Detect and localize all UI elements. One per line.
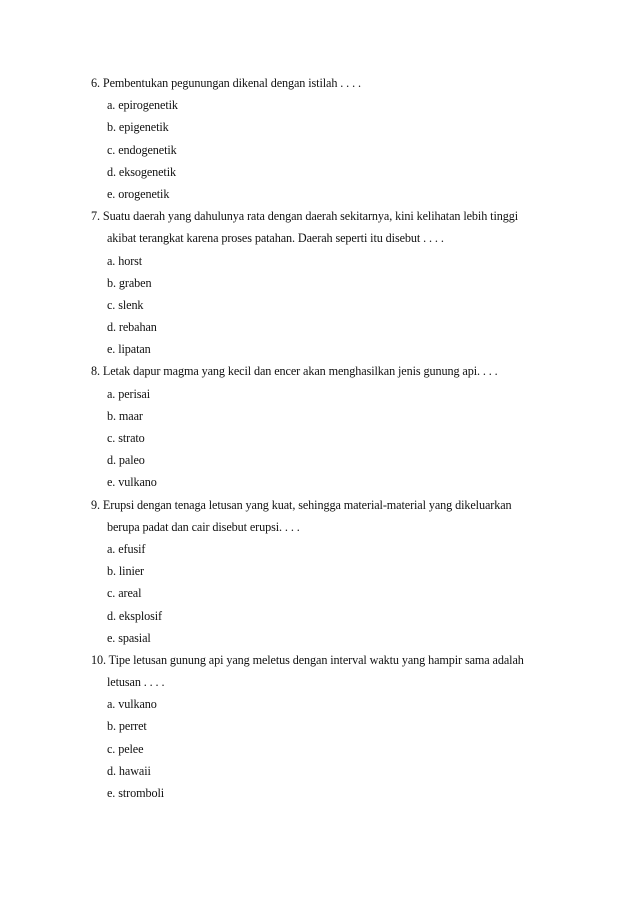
question-9-option-c: c. areal (107, 586, 142, 601)
question-10 (91, 649, 571, 804)
question-7 (91, 205, 571, 360)
question-10-option-b: b. perret (107, 719, 147, 734)
question-10-option-c: c. pelee (107, 741, 144, 756)
question-8-option-e: e. vulkano (107, 475, 157, 490)
question-7-option-d: d. rebahan (107, 320, 157, 335)
question-9-text-line-2: berupa padat dan cair disebut erupsi. . . . (107, 519, 300, 534)
question-6-option-b: b. epigenetik (107, 120, 169, 135)
question-10-text-line-1: 10. Tipe letusan gunung api yang meletus dengan interval waktu yang hampir sama adalah (91, 652, 524, 667)
question-10-option-e: e. stromboli (107, 786, 165, 800)
question-8-option-a: a. perisai (107, 386, 150, 401)
question-7-option-b: b. graben (107, 275, 152, 290)
question-6 (91, 72, 571, 205)
question-9-option-d: d. eksplosif (107, 608, 162, 623)
question-6-option-e: e. orogenetik (107, 186, 170, 201)
question-9-option-b: b. linier (107, 564, 145, 579)
question-10-text-line-2: letusan . . . . (107, 675, 165, 690)
question-6-option-d: d. eksogenetik (107, 164, 176, 179)
question-6-text: 6. Pembentukan pegunungan dikenal dengan istilah . . . . (91, 76, 361, 90)
question-10-option-d: d. hawaii (107, 763, 151, 778)
question-7-text-line-2: akibat terangkat karena proses patahan. Daerah seperti itu disebut . . . . (107, 231, 444, 246)
question-6-option-a: a. epirogenetik (107, 98, 178, 113)
question-7-option-c: c. slenk (107, 297, 144, 312)
question-10-option-a: a. vulkano (107, 697, 157, 712)
question-8-text: 8. Letak dapur magma yang kecil dan encer akan menghasilkan jenis gunung api. . . . (91, 364, 498, 379)
question-7-option-a: a. horst (107, 253, 143, 268)
question-7-option-e: e. lipatan (107, 342, 151, 357)
question-9 (91, 494, 571, 649)
question-9-option-e: e. spasial (107, 630, 151, 645)
question-9-text-line-1: 9. Erupsi dengan tenaga letusan yang kuat, sehingga material-material yang dikeluarkan (91, 497, 512, 512)
question-8-option-d: d. paleo (107, 453, 145, 468)
question-list (91, 72, 571, 804)
question-8-option-c: c. strato (107, 431, 145, 445)
question-8 (91, 360, 571, 493)
question-6-option-c: c. endogenetik (107, 142, 177, 157)
question-7-text-line-1: 7. Suatu daerah yang dahulunya rata dengan daerah sekitarnya, kini kelihatan lebih tinggi (91, 209, 518, 224)
question-9-option-a: a. efusif (107, 541, 146, 556)
question-8-option-b: b. maar (107, 408, 143, 423)
